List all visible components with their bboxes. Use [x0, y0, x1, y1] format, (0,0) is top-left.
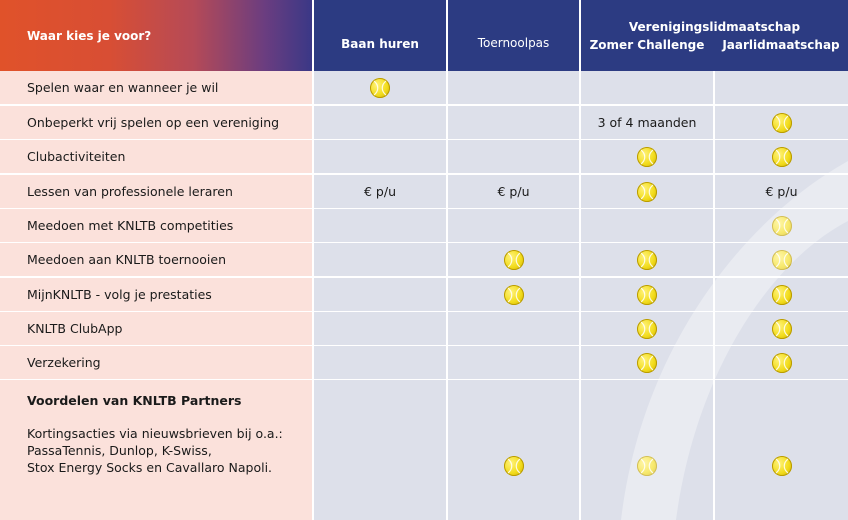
header-group-label: Verenigingslidmaatschap [628, 20, 801, 34]
tennis-ball-icon [772, 147, 792, 167]
cell-zomer [581, 278, 713, 311]
cell-baan [314, 175, 446, 208]
table-row [0, 312, 848, 345]
row-label: Verzekering [0, 346, 312, 379]
tennis-ball-icon [772, 216, 792, 236]
row-label: KNLTB ClubApp [0, 312, 312, 345]
cell-baan [314, 312, 446, 345]
cell-zomer [581, 140, 713, 173]
cell-text: € p/u [765, 184, 798, 199]
cell-zomer [581, 175, 713, 208]
tennis-ball-icon [370, 78, 390, 98]
cell-text: € p/u [497, 184, 530, 199]
table-row [0, 175, 848, 208]
row-label: Lessen van professionele leraren [0, 175, 312, 208]
tennis-ball-icon [772, 285, 792, 305]
header-toernooi-label: Toernoolpas [477, 35, 550, 50]
cell-zomer [581, 106, 713, 139]
partners-cell-jaar [715, 380, 848, 520]
partners-cell-zomer [581, 380, 713, 520]
cell-toernooi [448, 312, 579, 345]
tennis-ball-icon [504, 285, 524, 305]
cell-baan [314, 346, 446, 379]
tennis-ball-icon [772, 319, 792, 339]
tennis-ball-icon [504, 456, 524, 476]
cell-baan [314, 71, 446, 104]
cell-jaar [715, 346, 848, 379]
partners-cell-toernooi [448, 380, 579, 520]
partners-label [0, 380, 312, 520]
tennis-ball-icon [637, 285, 657, 305]
cell-zomer [581, 243, 713, 276]
header-jaar-label: Jaarlidmaatschap [722, 38, 840, 52]
cell-jaar [715, 71, 848, 104]
cell-jaar [715, 278, 848, 311]
cell-toernooi [448, 278, 579, 311]
tennis-ball-icon [772, 113, 792, 133]
cell-toernooi [448, 346, 579, 379]
header-baan-label: Baan huren [341, 36, 419, 51]
cell-jaar [715, 175, 848, 208]
table-row [0, 140, 848, 173]
header-col-verenigingslidmaatschap [581, 0, 848, 71]
table-row [0, 346, 848, 379]
row-label: Meedoen met KNLTB competities [0, 209, 312, 242]
partners-line-2: PassaTennis, Dunlop, K-Swiss, [27, 443, 212, 458]
cell-toernooi [448, 209, 579, 242]
cell-baan [314, 140, 446, 173]
row-label: Meedoen aan KNLTB toernooien [0, 243, 312, 276]
cell-jaar [715, 209, 848, 242]
table-row [0, 243, 848, 276]
row-label: Clubactiviteiten [0, 140, 312, 173]
header-col-baan-huren [314, 0, 446, 71]
cell-baan [314, 209, 446, 242]
tennis-ball-icon [772, 250, 792, 270]
row-label: Spelen waar en wanneer je wil [0, 71, 312, 104]
tennis-ball-icon [504, 250, 524, 270]
cell-zomer [581, 71, 713, 104]
cell-baan [314, 243, 446, 276]
partners-title: Voordelen van KNLTB Partners [27, 393, 242, 408]
cell-jaar [715, 140, 848, 173]
header-zomer-label: Zomer Challenge [589, 38, 705, 52]
cell-jaar [715, 106, 848, 139]
cell-baan [314, 106, 446, 139]
table-row [0, 71, 848, 104]
cell-text: 3 of 4 maanden [597, 115, 697, 130]
row-label: Onbeperkt vrij spelen op een vereniging [0, 106, 312, 139]
cell-toernooi [448, 140, 579, 173]
cell-zomer [581, 346, 713, 379]
cell-zomer [581, 209, 713, 242]
cell-toernooi [448, 175, 579, 208]
table-row [0, 278, 848, 311]
cell-toernooi [448, 243, 579, 276]
table-row [0, 209, 848, 242]
tennis-ball-icon [637, 250, 657, 270]
tennis-ball-icon [772, 456, 792, 476]
tennis-ball-icon [637, 456, 657, 476]
partners-cell-baan [314, 380, 446, 520]
tennis-ball-icon [637, 182, 657, 202]
row-label: MijnKNLTB - volg je prestaties [0, 278, 312, 311]
cell-toernooi [448, 106, 579, 139]
tennis-ball-icon [637, 353, 657, 373]
tennis-ball-icon [772, 353, 792, 373]
tennis-ball-icon [637, 319, 657, 339]
partners-line-3: Stox Energy Socks en Cavallaro Napoli. [27, 460, 273, 475]
cell-toernooi [448, 71, 579, 104]
cell-zomer [581, 312, 713, 345]
header-question [0, 0, 312, 71]
cell-jaar [715, 312, 848, 345]
table-row [0, 106, 848, 139]
partners-line-1: Kortingsacties via nieuwsbrieven bij o.a.: [27, 426, 283, 441]
header-question-text: Waar kies je voor? [27, 28, 152, 43]
tennis-ball-icon [637, 147, 657, 167]
partners-row [0, 380, 848, 520]
cell-baan [314, 278, 446, 311]
cell-text: € p/u [364, 184, 396, 199]
cell-jaar [715, 243, 848, 276]
header-col-toernooipas [448, 0, 579, 71]
